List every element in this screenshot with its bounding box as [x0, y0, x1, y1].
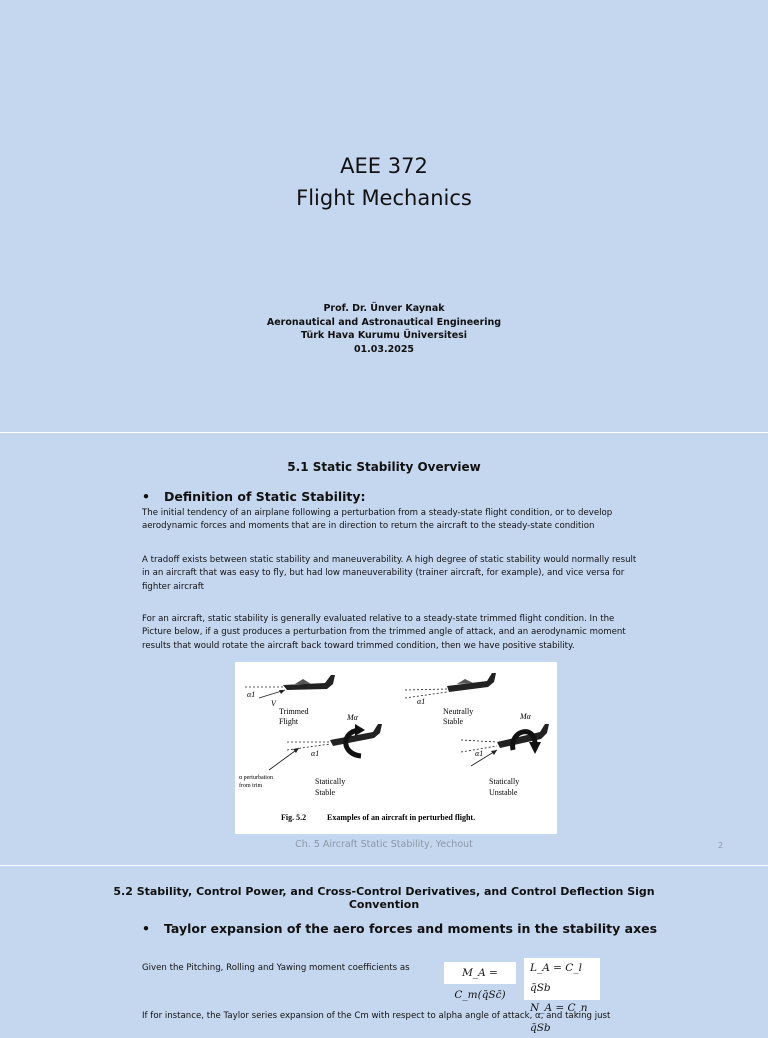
figure-svg [235, 662, 557, 834]
perturbed-flight-figure [235, 662, 557, 834]
aircraft-stable [287, 724, 382, 750]
bullet-dot-icon: • [142, 489, 150, 504]
taylor-text: If for instance, the Taylor series expansion of the Cm with respect to alpha angle of attack, α, and taking just [142, 1011, 611, 1021]
label-unstable: Unstable [489, 788, 518, 797]
arrow-velocity-trimmed [259, 690, 285, 698]
label-moment-unstable: Mα [520, 712, 531, 721]
label-alpha1-c: α1 [311, 749, 320, 758]
bullet-heading-3 [142, 921, 657, 936]
label-alpha1-a: α1 [247, 690, 256, 699]
equation-roll-yaw [524, 958, 600, 1034]
equation-yaw: N_A = C_n q̄Sb [530, 1002, 588, 1034]
department-name: Aeronautical and Astronautical Engineering [266, 316, 502, 328]
label-stable: Stable [315, 788, 335, 797]
heading-line-2: Convention [348, 898, 420, 911]
aircraft-neutral [405, 673, 496, 698]
slide-footer: Ch. 5 Aircraft Static Stability, Yechout [295, 839, 473, 850]
label-velocity: V [271, 699, 276, 708]
slide-date: 01.03.2025 [353, 343, 415, 355]
label-statically-a: Statically [315, 777, 346, 786]
course-name: Flight Mechanics [296, 186, 472, 210]
label-neutral-stable: Stable [443, 717, 463, 726]
figure-caption-text: Examples of an aircraft in perturbed flight. [327, 813, 476, 822]
title-slide [0, 0, 768, 432]
given-text: Given the Pitching, Rolling and Yawing moment coefficients as [142, 963, 410, 973]
arrow-perturbation [269, 748, 299, 770]
bullet-heading [142, 489, 366, 504]
university-name: Türk Hava Kurumu Üniversitesi [300, 330, 468, 341]
equation-pitch: M_A = C_m(q̄Sc̄) [444, 962, 516, 984]
equation-roll: L_A = C_l q̄Sb [530, 962, 582, 994]
author-name: Prof. Dr. Ünver Kaynak [323, 303, 445, 314]
static-stability-slide [0, 433, 768, 865]
bullet-text-3: Taylor expansion of the aero forces and moments in the stability axes [164, 921, 658, 936]
label-alpha1-b: α1 [417, 697, 426, 706]
course-title [0, 150, 768, 214]
label-flight: Flight [279, 717, 299, 726]
label-trimmed: Trimmed [279, 707, 309, 716]
bullet-text: Definition of Static Stability: [164, 489, 366, 504]
figure-caption-number: Fig. 5.2 [281, 813, 307, 822]
paragraph-tradeoff: A tradoff exists between static stability and maneuverability. A high degree of static stability would normally result in an aircraft that was easy to fly, but had low maneuverability (trainer aircraft, for example), and vice versa for fighter aircraft [142, 555, 637, 592]
paragraph-trimmed: For an aircraft, static stability is generally evaluated relative to a steady-state trimmed flight condition. In the Picture below, if a gust produces a perturbation from the trimmed angle of attack, and an aerodynamic moment results that would rotate the aircraft back toward trimmed condition, then we have positive stability. [142, 614, 626, 651]
bullet-dot-icon: • [142, 921, 150, 936]
section-heading-3 [0, 885, 768, 911]
label-moment-stable: Mα [347, 713, 358, 722]
course-code: AEE 372 [340, 154, 428, 178]
paragraph-definition: The initial tendency of an airplane following a perturbation from a steady-state flight condition, or to develop aerodynamic forces and moments that are in direction to return the aircraft to the steady-state condition [142, 508, 613, 532]
page-number: 2 [718, 841, 724, 850]
section-heading: 5.1 Static Stability Overview [287, 460, 481, 474]
label-alpha1-d: α1 [475, 749, 484, 758]
aircraft-trimmed [245, 675, 335, 690]
heading-line-1: 5.2 Stability, Control Power, and Cross-Control Derivatives, and Control Deflection Sign [113, 885, 655, 898]
taylor-expansion-slide [0, 866, 768, 1034]
label-statically-b: Statically [489, 777, 520, 786]
label-neutrally: Neutrally [443, 707, 474, 716]
label-from-trim: from trim [239, 783, 263, 789]
author-block [0, 302, 768, 356]
label-perturbation: α perturbation [239, 775, 273, 781]
